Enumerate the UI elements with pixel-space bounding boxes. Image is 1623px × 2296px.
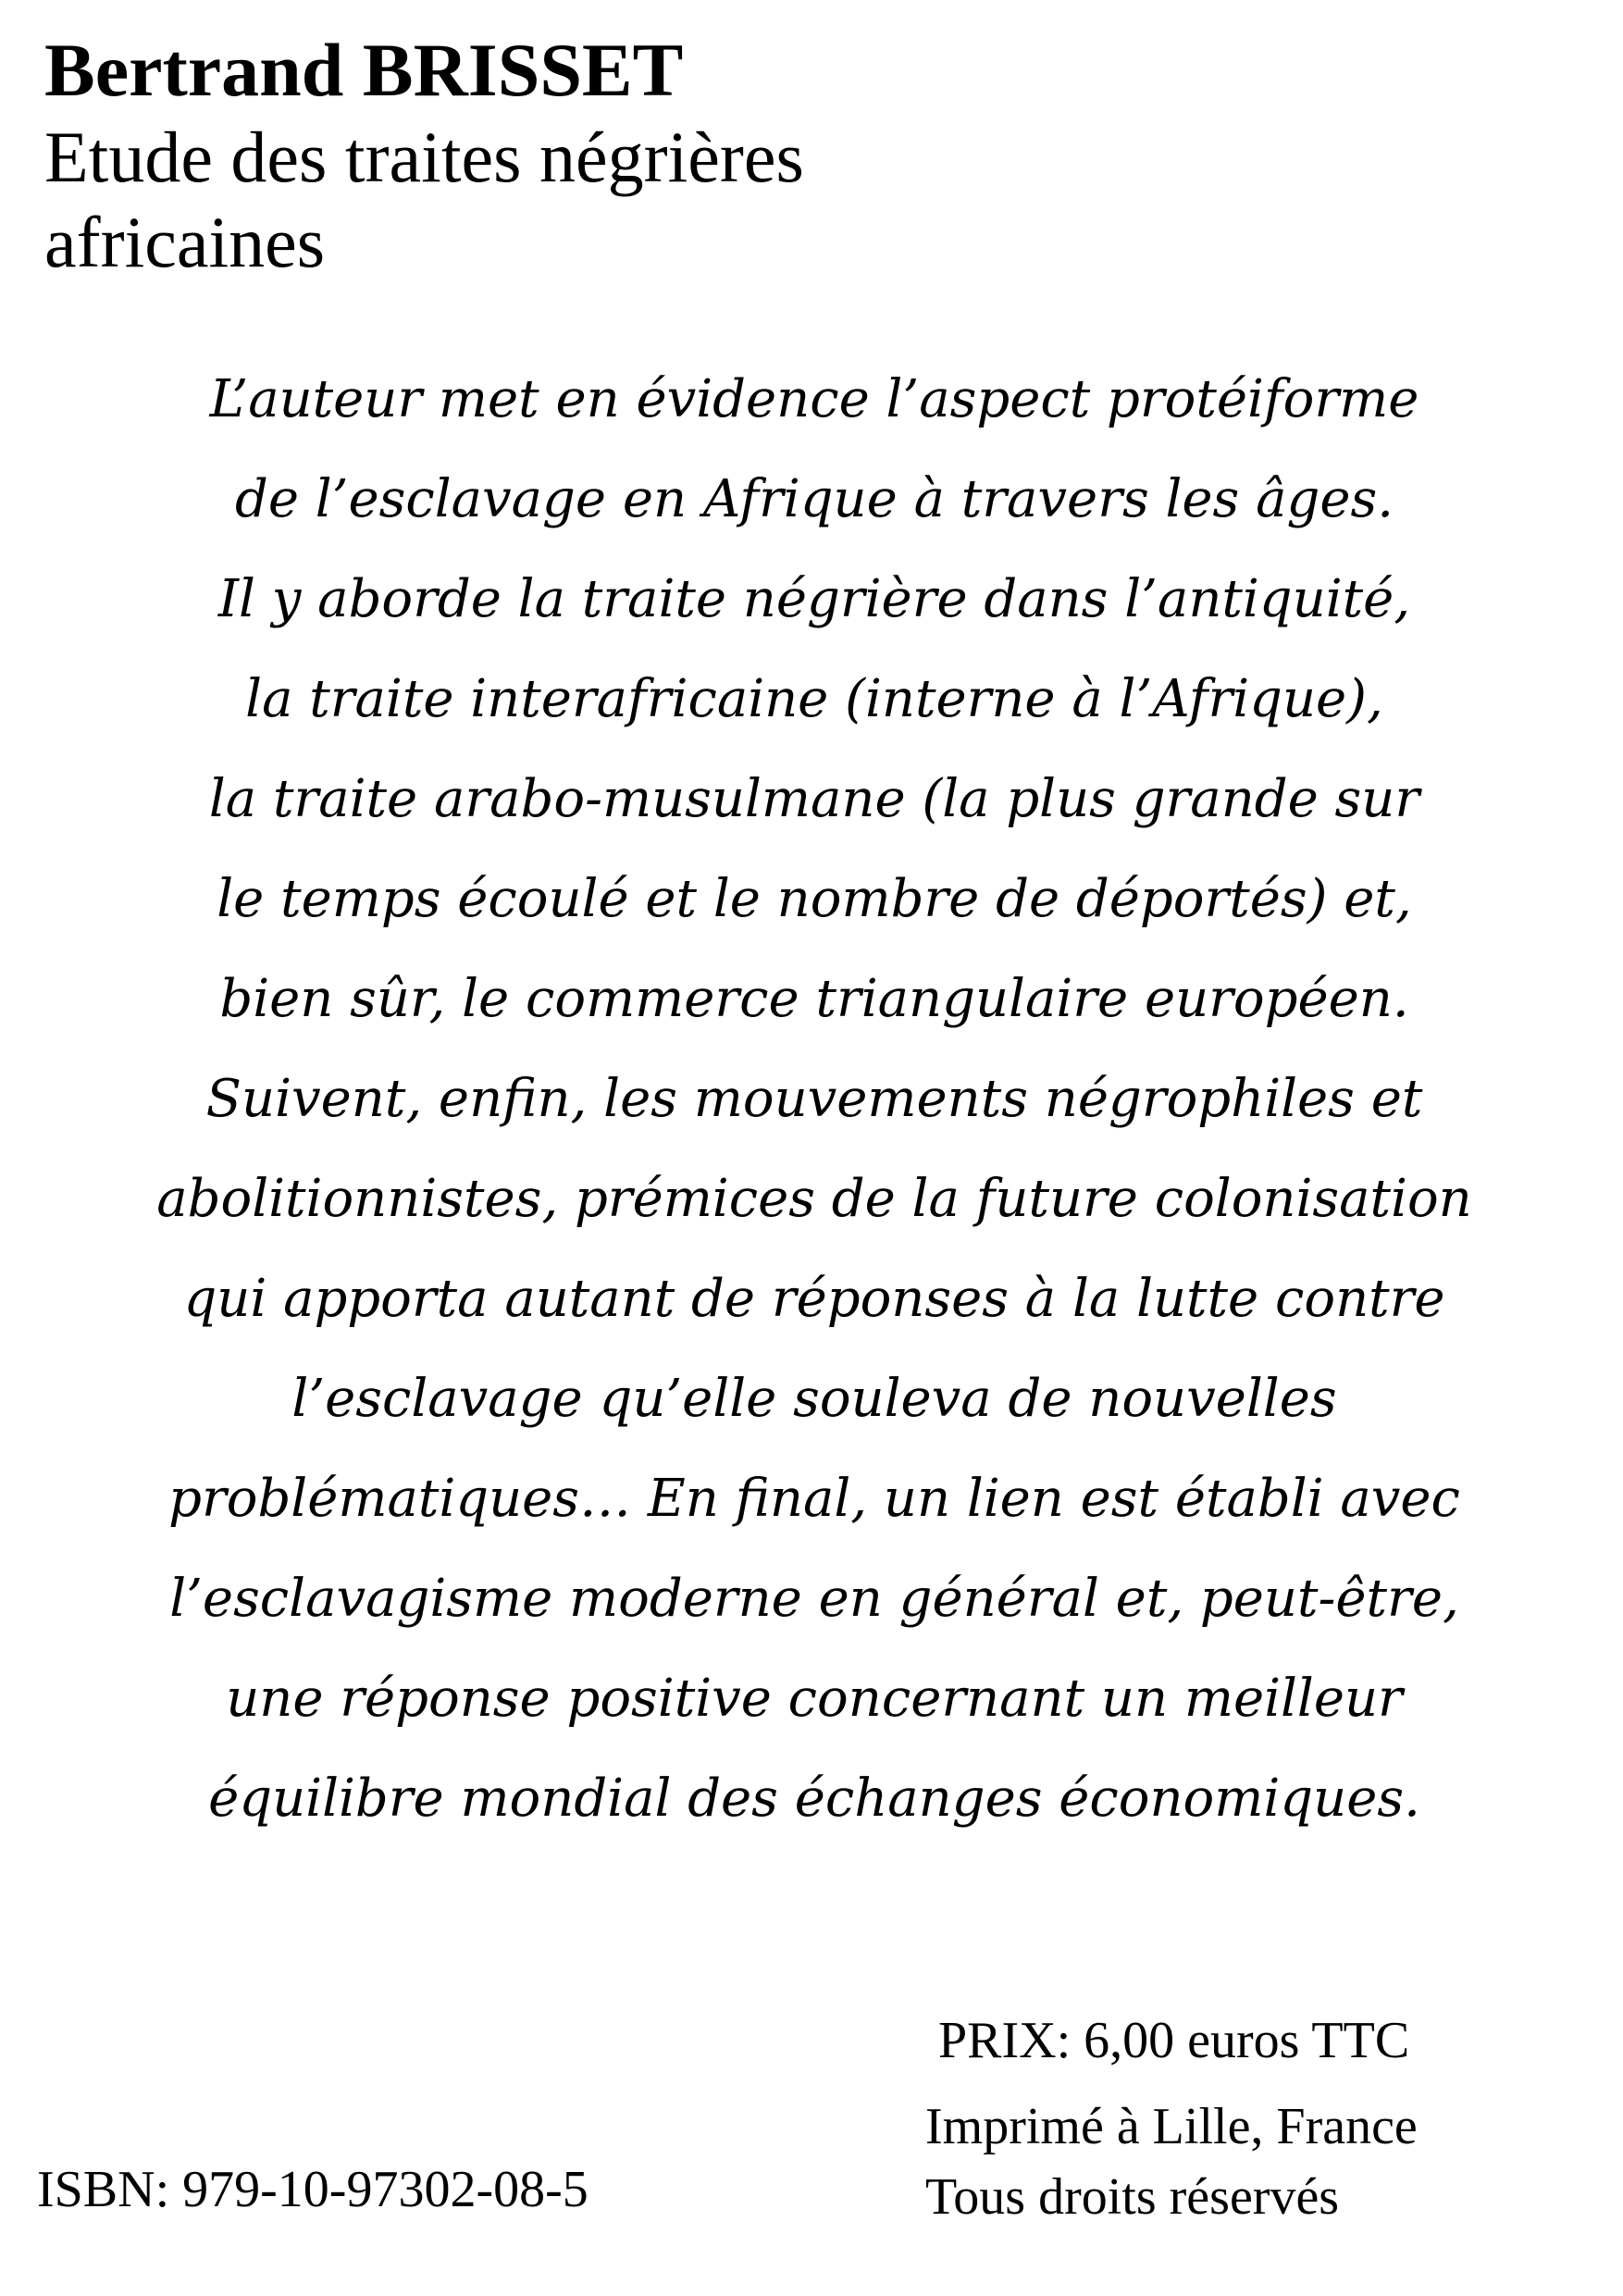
summary-line: la traite arabo-musulmane (la plus grande sur [208, 769, 1420, 829]
summary-line: qui apporta autant de réponses à la lutte contre [183, 1269, 1445, 1329]
isbn-number: ISBN: 979-10-97302-08-5 [37, 2161, 588, 2218]
summary-line: problématiques… En final, un lien est établi avec [168, 1469, 1460, 1529]
publication-info [925, 2008, 1592, 2232]
printed-location: Imprimé à Lille, France [925, 2098, 1418, 2155]
summary-line: abolitionnistes, prémices de la future colonisation [156, 1169, 1472, 1229]
summary-line: la traite interafricaine (interne à l’Afrique), [245, 669, 1383, 729]
book-title-line-1: Etude des traites négrières [44, 117, 804, 197]
author-name: Bertrand BRISSET [44, 28, 684, 112]
summary-line: Il y aborde la traite négrière dans l’antiquité, [217, 569, 1411, 629]
summary-line: L’auteur met en évidence l’aspect protéiforme [209, 369, 1419, 429]
summary-line: une réponse positive concernant un meilleur [226, 1669, 1403, 1729]
copyright-notice: Tous droits réservés [925, 2168, 1340, 2226]
summary-line: Suivent, enfin, les mouvements négrophiles et [205, 1069, 1423, 1129]
book-title-line-2: africaines [44, 202, 326, 282]
summary-line: équilibre mondial des échanges économiques. [208, 1769, 1420, 1829]
price-label: PRIX: 6,00 euros TTC [938, 2012, 1410, 2069]
summary-line: de l’esclavage en Afrique à travers les âges. [234, 469, 1394, 529]
book-summary [83, 350, 1545, 1849]
summary-line: le temps écoulé et le nombre de déportés) et, [217, 869, 1412, 929]
book-header [44, 26, 1062, 285]
summary-line: bien sûr, le commerce triangulaire européen. [219, 969, 1409, 1029]
summary-line: l’esclavagisme moderne en général et, peut-être, [169, 1569, 1459, 1629]
summary-line: l’esclavage qu’elle souleva de nouvelles [291, 1369, 1337, 1429]
